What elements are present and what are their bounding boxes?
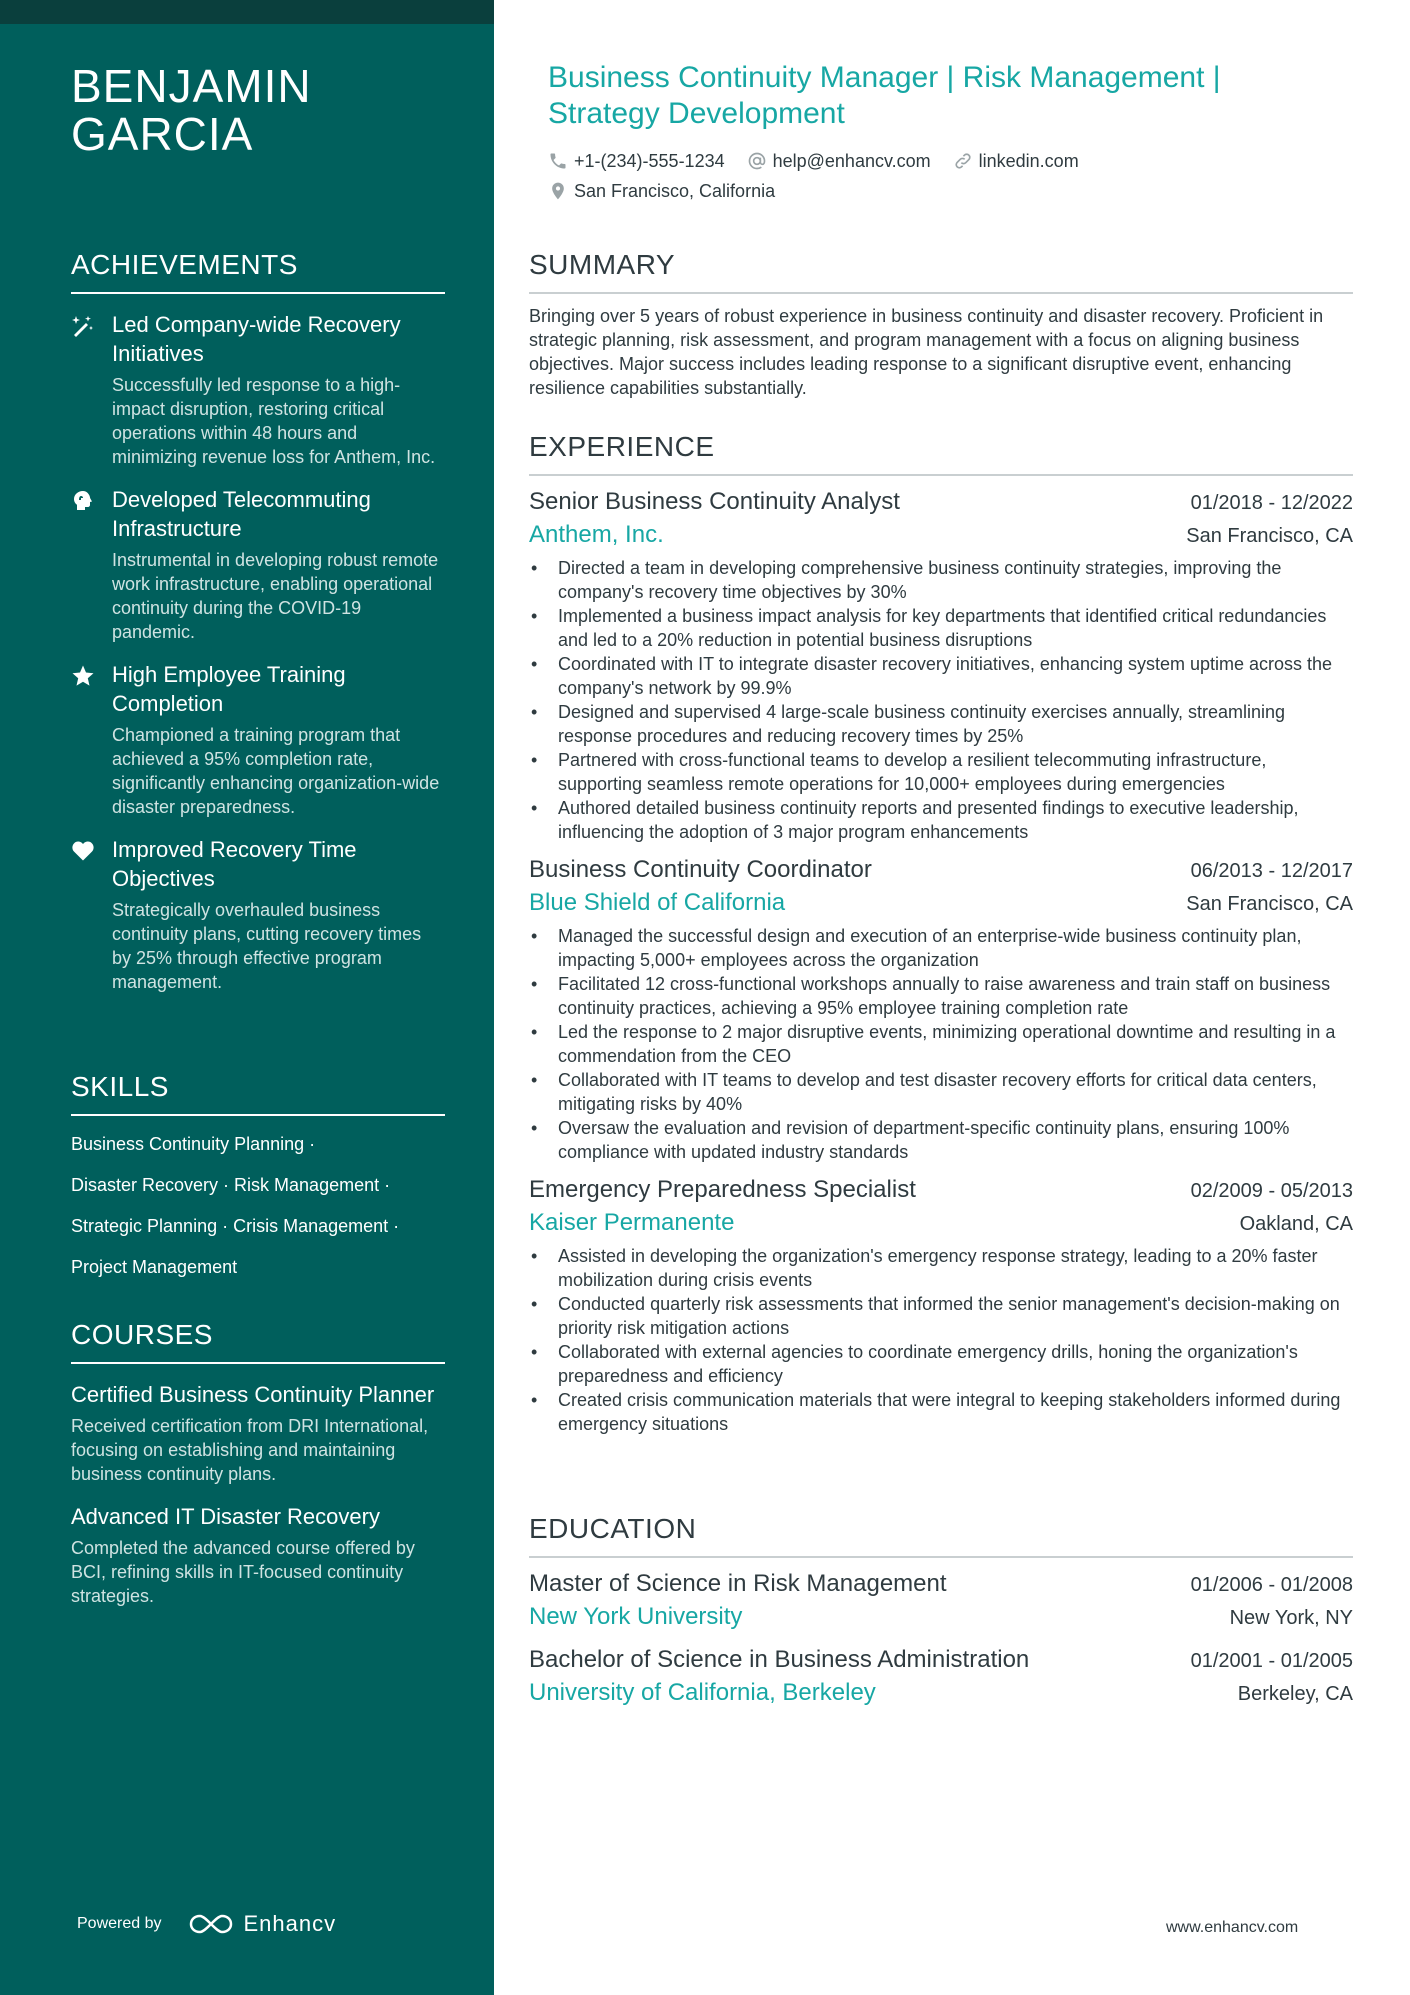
course-description: Received certification from DRI International, focusing on establishing and maintaining business continuity plans. [71,1416,429,1484]
company-name: Kaiser Permanente [529,1209,735,1236]
school-location: New York, NY [1229,1607,1353,1629]
location-contact [548,180,775,202]
bullet-item: • Partnered with cross-functional teams to develop a resilient telecommuting infrastructure, supporting seamless remote operations for 10,000+ employees during emergencies [529,748,1353,796]
achievements-section [71,248,445,1010]
experience-item [529,486,1353,844]
headline: Business Continuity Manager | Risk Management | Strategy Development [548,61,1221,130]
job-dates: 01/2018 - 12/2022 [1190,492,1353,514]
course-item [71,1380,445,1486]
achievement-item [71,310,445,469]
education-section [529,1512,1353,1720]
job-role: Senior Business Continuity Analyst [529,488,900,515]
bullet-list [529,556,1353,844]
courses-section [71,1318,445,1624]
course-description: Completed the advanced course offered by BCI, refining skills in IT-focused continuity strategies. [71,1538,415,1606]
course-title: Certified Business Continuity Planner [71,1382,435,1407]
email-text: help@enhancv.com [772,151,931,171]
job-location: San Francisco, CA [1186,525,1353,547]
experience-item [529,1174,1353,1436]
bullet-list [529,1244,1353,1436]
skills-line: Strategic Planning · Crisis Management · [71,1216,400,1236]
brand-logo[interactable] [188,1911,337,1937]
bullet-item: • Oversaw the evaluation and revision of department-specific continuity plans, ensuring 100% compliance with updated industry standards [529,1116,1353,1164]
education-dates: 01/2006 - 01/2008 [1190,1574,1353,1596]
job-dates: 06/2013 - 12/2017 [1190,860,1353,882]
summary-section [529,248,1353,400]
skills-heading: SKILLS [71,1070,445,1116]
experience-heading: EXPERIENCE [529,430,1353,476]
heart-icon [71,839,95,863]
bullet-item: • Collaborated with external agencies to coordinate emergency drills, honing the organization's preparedness and efficiency [529,1340,1353,1388]
achievement-title: Improved Recovery Time Objectives [112,837,357,891]
linkedin-text: linkedin.com [978,151,1079,171]
education-dates: 01/2001 - 01/2005 [1190,1650,1353,1672]
summary-text: Bringing over 5 years of robust experience in business continuity and disaster recovery. Proficient in strategic planning, risk assessment, and program management with a focus on aligning business objectives. Major success includes leading response to a significant disruptive event, enhancing resilience capabilities substantially. [529,306,1324,398]
brand-name: Enhancv [243,1911,337,1936]
achievement-description: Successfully led response to a high-impact disruption, restoring critical operations within 48 hours and minimizing revenue loss for Anthem, Inc. [112,375,436,467]
wand-icon [71,314,95,338]
sidebar-top-bar [0,0,494,24]
achievement-item [71,485,445,644]
experience-item [529,854,1353,1164]
at-icon [747,151,767,171]
bullet-item: • Authored detailed business continuity reports and presented findings to executive leadership, influencing the adoption of 3 major program enhancements [529,796,1353,844]
achievement-title: High Employee Training Completion [112,662,346,716]
summary-heading: SUMMARY [529,248,1353,294]
bullet-item: • Assisted in developing the organization's emergency response strategy, leading to a 20% faster mobilization during crisis events [529,1244,1353,1292]
job-location: San Francisco, CA [1186,893,1353,915]
powered-by [77,1911,336,1937]
course-item [71,1502,445,1608]
bullet-item: • Led the response to 2 major disruptive events, minimizing operational downtime and resulting in a commendation from the CEO [529,1020,1353,1068]
bullet-item: • Created crisis communication materials that were integral to keeping stakeholders informed during emergency situations [529,1388,1353,1436]
bullet-item: • Designed and supervised 4 large-scale business continuity exercises annually, streamlining response procedures and reducing recovery times by 25% [529,700,1353,748]
achievement-item [71,835,445,994]
job-location: Oakland, CA [1239,1213,1353,1235]
bullet-item: • Implemented a business impact analysis for key departments that identified critical redundancies and led to a 20% reduction in potential business disruptions [529,604,1353,652]
location-pin-icon [548,181,568,201]
education-item [529,1568,1353,1634]
candidate-name: BENJAMIN GARCIA [71,60,312,160]
email-contact[interactable] [747,150,931,172]
degree: Bachelor of Science in Business Administration [529,1646,1030,1673]
powered-by-label: Powered by [77,1915,162,1932]
job-dates: 02/2009 - 05/2013 [1190,1180,1353,1202]
skills-line: Disaster Recovery · Risk Management · [71,1175,391,1195]
phone-icon [548,151,568,171]
school-name: New York University [529,1603,743,1630]
phone-contact[interactable] [548,150,725,172]
achievement-description: Strategically overhauled business continuity plans, cutting recovery times by 25% through effective program management. [112,900,422,992]
location-text: San Francisco, California [574,181,776,201]
bullet-item: • Directed a team in developing comprehensive business continuity strategies, improving the company's recovery time objectives by 30% [529,556,1353,604]
achievement-title: Led Company-wide Recovery Initiatives [112,312,401,366]
contact-row [548,180,1348,202]
school-name: University of California, Berkeley [529,1679,876,1706]
course-title: Advanced IT Disaster Recovery [71,1504,380,1529]
achievements-heading: ACHIEVEMENTS [71,248,445,294]
bullet-item: • Facilitated 12 cross-functional workshops annually to raise awareness and train staff on business continuity practices, achieving a 95% employee training completion rate [529,972,1353,1020]
star-icon [71,664,95,688]
contact-row [548,150,1348,172]
school-location: Berkeley, CA [1237,1683,1353,1705]
brain-icon [71,489,95,513]
experience-section [529,430,1353,1446]
linkedin-contact[interactable] [953,150,1079,172]
infinity-logo-icon [188,1912,234,1936]
job-role: Business Continuity Coordinator [529,856,872,883]
bullet-item: • Collaborated with IT teams to develop and test disaster recovery efforts for critical data centers, mitigating risks by 40% [529,1068,1353,1116]
achievement-item [71,660,445,819]
bullet-item: • Managed the successful design and execution of an enterprise-wide business continuity plan, impacting 5,000+ employees across the organization [529,924,1353,972]
company-name: Anthem, Inc. [529,521,664,548]
skills-line: Business Continuity Planning · [71,1134,316,1154]
bullet-item: • Conducted quarterly risk assessments that informed the senior management's decision-making on priority risk mitigation actions [529,1292,1353,1340]
courses-heading: COURSES [71,1318,445,1364]
education-heading: EDUCATION [529,1512,1353,1558]
education-item [529,1644,1353,1710]
achievement-description: Championed a training program that achieved a 95% completion rate, significantly enhancing organization-wide disaster preparedness. [112,725,440,817]
skills-line: Project Management [71,1257,238,1277]
link-icon [953,151,973,171]
achievement-description: Instrumental in developing robust remote work infrastructure, enabling operational continuity during the COVID-19 pandemic. [112,550,439,642]
footer-website-link[interactable]: www.enhancv.com [1166,1919,1299,1936]
job-role: Emergency Preparedness Specialist [529,1176,916,1203]
skills-section [71,1070,445,1296]
bullet-list [529,924,1353,1164]
company-name: Blue Shield of California [529,889,786,916]
bullet-item: • Coordinated with IT to integrate disaster recovery initiatives, enhancing system uptime across the company's network by 99.9% [529,652,1353,700]
achievement-title: Developed Telecommuting Infrastructure [112,487,371,541]
contact-block [548,150,1348,210]
degree: Master of Science in Risk Management [529,1570,947,1597]
sidebar [0,0,494,1995]
phone-text: +1-(234)-555-1234 [574,151,725,171]
